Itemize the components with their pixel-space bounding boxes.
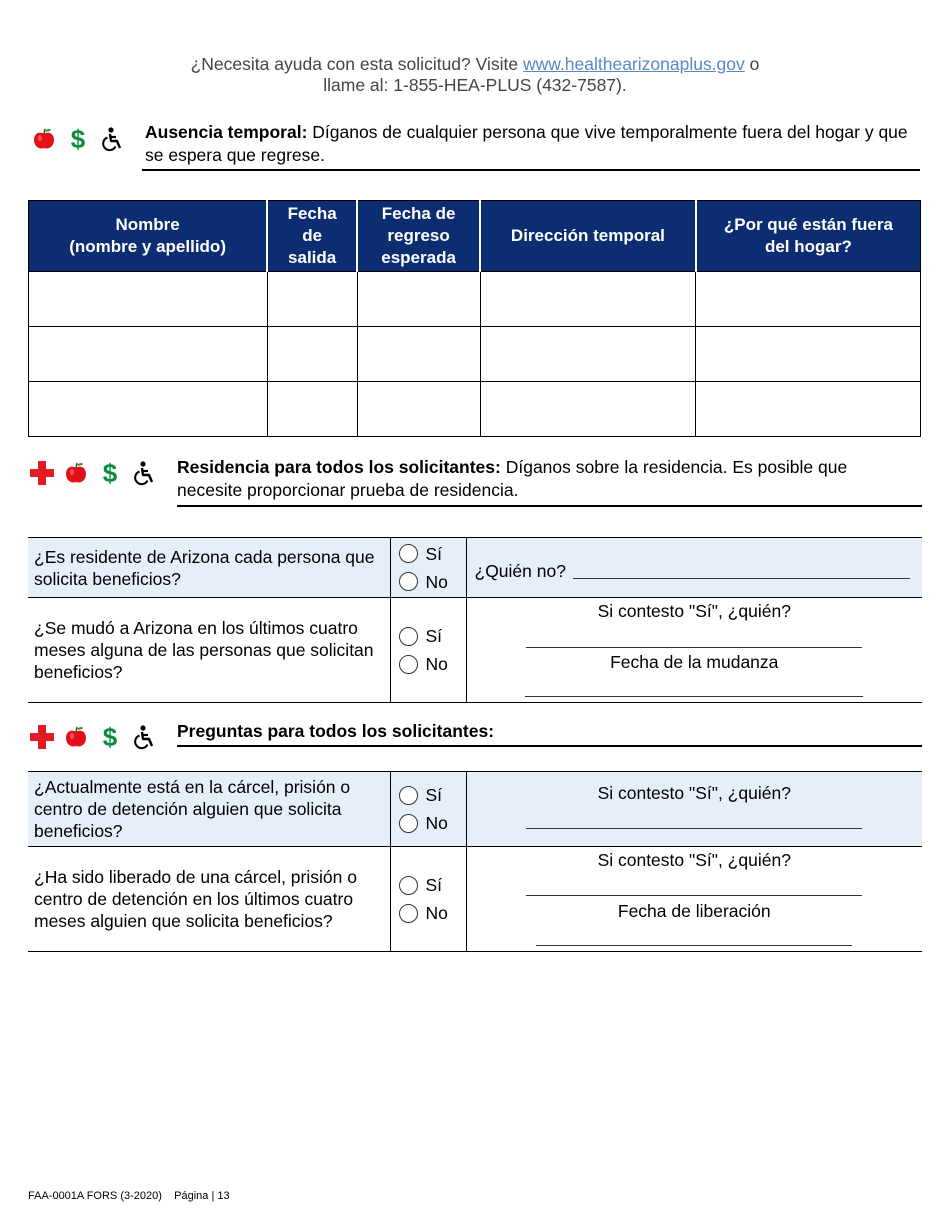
- move-date-input[interactable]: [525, 696, 863, 697]
- cell-departure[interactable]: [267, 272, 357, 327]
- wheelchair-icon: [131, 724, 157, 750]
- residency-q2-details: Si contesto "Sí", ¿quién? Fecha de la mudanza: [466, 598, 922, 703]
- cell-reason[interactable]: [696, 382, 921, 437]
- cell-name[interactable]: [29, 272, 268, 327]
- cell-reason[interactable]: [696, 272, 921, 327]
- who-input[interactable]: [526, 828, 862, 829]
- cell-departure[interactable]: [267, 327, 357, 382]
- radio-yes[interactable]: Sí: [399, 781, 460, 809]
- wheelchair-icon: [99, 126, 125, 152]
- table-row: [29, 327, 921, 382]
- cell-departure[interactable]: [267, 382, 357, 437]
- questions-q2-options: [390, 847, 466, 952]
- footer: [28, 1190, 230, 1202]
- cell-reason[interactable]: [696, 327, 921, 382]
- cell-address[interactable]: [480, 382, 696, 437]
- cell-name[interactable]: [29, 382, 268, 437]
- questions-q2: ¿Ha sido liberado de una cárcel, prisión o centro de detención en los últimos cuatro meses alguien que solicita beneficios?: [28, 847, 390, 952]
- table-row: [29, 382, 921, 437]
- cell-address[interactable]: [480, 272, 696, 327]
- red-cross-icon: [29, 460, 55, 486]
- radio-no[interactable]: No: [399, 899, 460, 927]
- questions-q2-row: [28, 847, 922, 952]
- wheelchair-icon: [131, 460, 157, 486]
- radio-yes[interactable]: Sí: [399, 622, 460, 650]
- who-input[interactable]: [526, 895, 862, 896]
- dollar-icon: [97, 724, 123, 750]
- radio-circle[interactable]: [399, 655, 418, 674]
- residency-q1-who: ¿Quién no?: [466, 538, 922, 598]
- who-input[interactable]: [526, 647, 862, 648]
- questions-heading: Preguntas para todos los solicitantes:: [177, 721, 495, 741]
- table-row: [29, 272, 921, 327]
- program-icons: [29, 460, 157, 486]
- program-icons: [29, 724, 157, 750]
- radio-no[interactable]: No: [399, 568, 460, 596]
- radio-no[interactable]: No: [399, 809, 460, 837]
- apple-icon: [63, 724, 89, 750]
- residency-q1: ¿Es residente de Arizona cada persona que solicita beneficios?: [28, 538, 390, 598]
- dollar-icon: [65, 126, 91, 152]
- red-cross-icon: [29, 724, 55, 750]
- residency-q1-options: [390, 538, 466, 598]
- dollar-icon: [97, 460, 123, 486]
- form-number: FAA-0001A FORS (3-2020): [28, 1190, 162, 1202]
- residency-q2-options: [390, 598, 466, 703]
- help-phone: llame al: 1-855-HEA-PLUS (432-7587).: [323, 75, 627, 95]
- col-departure: Fecha de salida: [267, 201, 357, 272]
- absence-table: [28, 200, 921, 437]
- radio-circle[interactable]: [399, 544, 418, 563]
- apple-icon: [63, 460, 89, 486]
- radio-circle[interactable]: [399, 572, 418, 591]
- col-name: Nombre (nombre y apellido): [29, 201, 268, 272]
- website-link[interactable]: www.healthearizonaplus.gov: [522, 54, 745, 74]
- program-icons: [31, 126, 125, 152]
- questions-rule: [177, 745, 922, 747]
- cell-return[interactable]: [357, 272, 480, 327]
- cell-return[interactable]: [357, 382, 480, 437]
- questions-q1-details: Si contesto "Sí", ¿quién?: [466, 772, 922, 847]
- cell-address[interactable]: [480, 327, 696, 382]
- absence-rule: [142, 169, 920, 171]
- questions-q1-options: [390, 772, 466, 847]
- radio-circle[interactable]: [399, 627, 418, 646]
- radio-circle[interactable]: [399, 904, 418, 923]
- radio-circle[interactable]: [399, 786, 418, 805]
- residency-table: [28, 537, 922, 703]
- radio-circle[interactable]: [399, 876, 418, 895]
- release-date-input[interactable]: [536, 945, 852, 946]
- residency-q2-row: [28, 598, 922, 703]
- questions-q1: ¿Actualmente está en la cárcel, prisión o centro de detención alguien que solicita beneficios?: [28, 772, 390, 847]
- radio-circle[interactable]: [399, 814, 418, 833]
- col-address: Dirección temporal: [480, 201, 696, 272]
- col-return: Fecha de regreso esperada: [357, 201, 480, 272]
- residency-q2: ¿Se mudó a Arizona en los últimos cuatro meses alguna de las personas que solicitan beneficios?: [28, 598, 390, 703]
- cell-return[interactable]: [357, 327, 480, 382]
- radio-no[interactable]: No: [399, 650, 460, 678]
- radio-yes[interactable]: Sí: [399, 871, 460, 899]
- cell-name[interactable]: [29, 327, 268, 382]
- questions-q2-details: Si contesto "Sí", ¿quién? Fecha de liberación: [466, 847, 922, 952]
- apple-icon: [31, 126, 57, 152]
- who-not-input[interactable]: [573, 577, 910, 579]
- residency-q1-row: [28, 538, 922, 598]
- residency-rule: [177, 505, 922, 507]
- page-number: Página | 13: [174, 1190, 230, 1202]
- col-reason: ¿Por qué están fuera del hogar?: [696, 201, 921, 272]
- questions-q1-row: [28, 772, 922, 847]
- residency-heading: Residencia para todos los solicitantes: Díganos sobre la residencia. Es posible que necesite proporcionar prueba de residencia.: [177, 457, 848, 500]
- radio-yes[interactable]: Sí: [399, 540, 460, 568]
- questions-table: [28, 771, 922, 952]
- help-text: ¿Necesita ayuda con esta solicitud? Visite www.healthearizonaplus.gov o llame al: 1-855-HEA-PLUS (432-7587).: [0, 54, 950, 96]
- absence-heading: Ausencia temporal: Díganos de cualquier persona que vive temporalmente fuera del hogar y que se espera que regrese.: [145, 122, 908, 165]
